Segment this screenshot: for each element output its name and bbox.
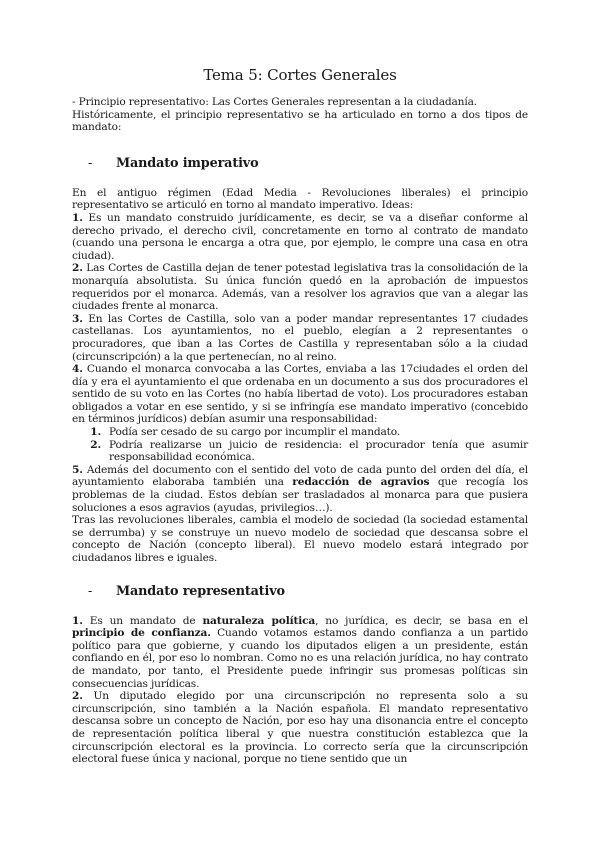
section1-item-3	[72, 313, 528, 363]
item-number: 4.	[72, 363, 83, 376]
item-text: Es un mandato construido jurídicamente, es decir, se va a diseñar conforme al derecho privado, el derecho civil, concretamente en torno al contrato de mandato (cuando una persona le encarga a otra que, por ejemplo, le compre una casa en otra ciudad).	[72, 211, 528, 262]
item-text: Además del documento con el sentido del voto de cada punto del orden del día, el ayuntamiento elaboraba también una	[72, 463, 528, 489]
section-dash: -	[88, 155, 93, 171]
bold-term-naturaleza-politica: naturaleza política	[202, 614, 316, 627]
item-text-cont: , no jurídica, es decir, se basa en el	[315, 614, 528, 627]
bold-term-principio-confianza: principio de confianza.	[72, 627, 211, 640]
sublist-item-1	[72, 426, 528, 439]
responsibility-sublist	[72, 426, 528, 464]
section1-lead: En el antiguo régimen (Edad Media - Revoluciones liberales) el principio representativo se articuló en torno al mandato imperativo. Ideas:	[72, 186, 528, 212]
section1-item-4	[72, 363, 528, 426]
intro-line-1: - Principio representativo: Las Cortes Generales representan a la ciudadanía.	[72, 96, 477, 108]
item-number: 1.	[72, 614, 83, 627]
sublist-number: 1.	[90, 426, 101, 439]
item-text: Cuando el monarca convocaba a las Cortes, enviaba a las 17ciudades el orden del día y era el ayuntamiento el que ordenaba en un documento a sus dos procuradores el sentido de su voto en las Cortes (no había libertad de voto). Los procuradores estaban obligados a votar en ese sentido, y si se infringía ese mandato imperativo (concebido en términos jurídicos) debían asumir una responsabilidad:	[72, 363, 528, 426]
section2-item-1	[72, 615, 528, 691]
item-number: 2.	[72, 690, 83, 703]
item-text-end: Cuando votamos estamos dando confianza a un partido político para que gobierne, y cuando los diputados eligen a un presidente, están confiando en él, por eso lo nombran. Como no es una relación jurídica, no hay contrato de mandato, por tanto, el Presidente puede infringir sus promesas políticas sin consecuencias jurídicas.	[72, 627, 528, 690]
item-text: Un diputado elegido por una circunscripción no representa solo a su circunscripción, sino también a la Nación española. El mandato representativo descansa sobre un concepto de Nación, por eso hay una disonancia entre el concepto de representación política liberal y que nuestra constitución establezca que la circunscripción electoral es la provincia. Lo correcto sería que la circunscripción electoral fuese única y nacional, porque no tiene sentido que un	[72, 690, 528, 766]
item-number: 5.	[72, 463, 83, 476]
bold-term-redaccion-agravios: redacción de agravios	[292, 476, 430, 489]
intro-line-2: Históricamente, el principio representativo se ha articulado en torno a dos tipos de mandato:	[72, 108, 528, 134]
item-number: 2.	[72, 262, 83, 275]
item-text: Las Cortes de Castilla dejan de tener potestad legislativa tras la consolidación de la monarquía absolutista. Su única función quedó en la aprobación de impuestos requeridos por el monarca. Además, van a resolver los agravios que van a alegar las ciudades frente al monarca.	[72, 262, 528, 313]
item-text-cont: que recogía los problemas de la ciudad. Estos debían ser trasladados al monarca para que pusiera soluciones a esos agravios (ayudas, privilegios…).	[72, 476, 528, 514]
section-heading-text: Mandato imperativo	[116, 155, 259, 171]
document-page	[72, 66, 528, 766]
section1-item-5	[72, 464, 528, 514]
section-dash: -	[88, 583, 93, 599]
section-heading-mandato-representativo	[88, 584, 528, 600]
item-number: 1.	[72, 211, 83, 224]
item-number: 3.	[72, 312, 83, 325]
item-text: En las Cortes de Castilla, solo van a poder mandar representantes 17 ciudades castellanas. Los ayuntamientos, no el pueblo, elegían a 2 representantes o procuradores, que iban a las Cortes de Castilla y representaban sólo a la ciudad (circunscripción) a la que pertenecían, no al reino.	[72, 312, 528, 363]
sublist-text: Podría realizarse un juicio de residencia: el procurador tenía que asumir responsabilidad económica.	[109, 438, 528, 464]
sublist-text: Podía ser cesado de su cargo por incumplir el mandato.	[109, 426, 401, 439]
sublist-number: 2.	[90, 438, 101, 451]
section2-item-2	[72, 690, 528, 766]
section1-item-1	[72, 212, 528, 262]
section1-item-2	[72, 262, 528, 312]
section-heading-mandato-imperativo	[88, 156, 528, 172]
sublist-item-2	[72, 439, 528, 464]
page-title: Tema 5: Cortes Generales	[203, 66, 397, 84]
section1-closing: Tras las revoluciones liberales, cambia el modelo de sociedad (la sociedad estamental se derrumba) y se construye un nuevo modelo de sociedad que descansa sobre el concepto de Nación (concepto liberal). El nuevo modelo estará integrado por ciudadanos libres e iguales.	[72, 514, 528, 564]
section-heading-text: Mandato representativo	[116, 583, 285, 599]
item-text: Es un mandato de	[82, 614, 203, 627]
